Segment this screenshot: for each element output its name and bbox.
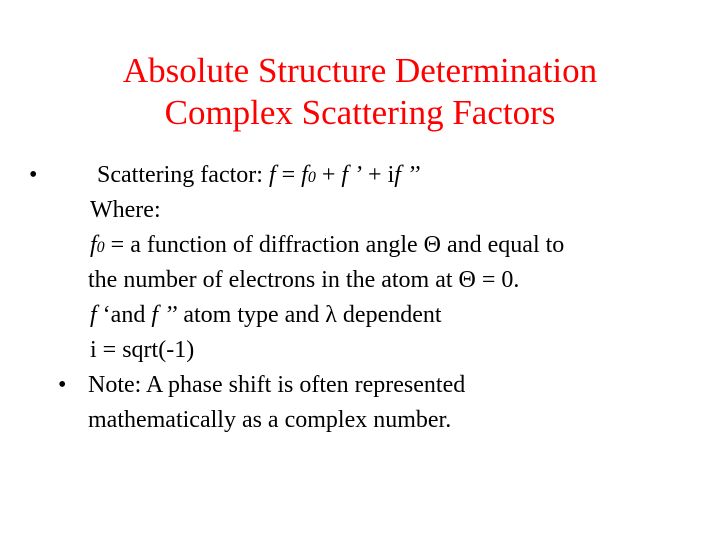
f-double-prime: f ’’	[394, 162, 421, 188]
f-prime: f ’	[341, 162, 363, 188]
equals-sign: =	[275, 162, 302, 188]
title-line-1: Absolute Structure Determination	[122, 51, 598, 90]
bullet-2-symbol: •	[58, 372, 67, 398]
fprime-definition-text: atom type and λ dependent	[177, 302, 442, 328]
note-line-1: Note: A phase shift is often represented	[88, 372, 466, 398]
scattering-label: Scattering factor:	[97, 162, 269, 188]
f0-subscript: 0	[307, 169, 316, 186]
f0-definition	[90, 228, 564, 265]
i-definition: i = sqrt(-1)	[90, 337, 195, 363]
f0-base: f	[90, 232, 97, 258]
f-symbol: f	[268, 162, 276, 188]
bullet-scattering-factor	[97, 158, 420, 195]
f-prime-symbol: f	[90, 302, 97, 328]
f0-definition-text: = a function of diffraction angle Θ and equal to	[104, 232, 565, 258]
plus-i: + i	[362, 162, 395, 188]
slide-title	[0, 50, 720, 134]
f0-subscript: 0	[96, 239, 105, 256]
where-label: Where:	[90, 197, 161, 223]
plus-sign: +	[315, 162, 342, 188]
f0-base: f	[301, 162, 308, 188]
note-line-2: mathematically as a complex number.	[88, 407, 452, 433]
bullet-1-symbol: •	[29, 162, 38, 188]
title-line-2: Complex Scattering Factors	[164, 93, 556, 132]
fprime-definition	[90, 298, 442, 333]
and-word: ‘and	[96, 302, 152, 328]
electrons-line: the number of electrons in the atom at Θ = 0.	[88, 267, 520, 293]
f-double-prime-symbol: f ’’	[151, 302, 178, 328]
